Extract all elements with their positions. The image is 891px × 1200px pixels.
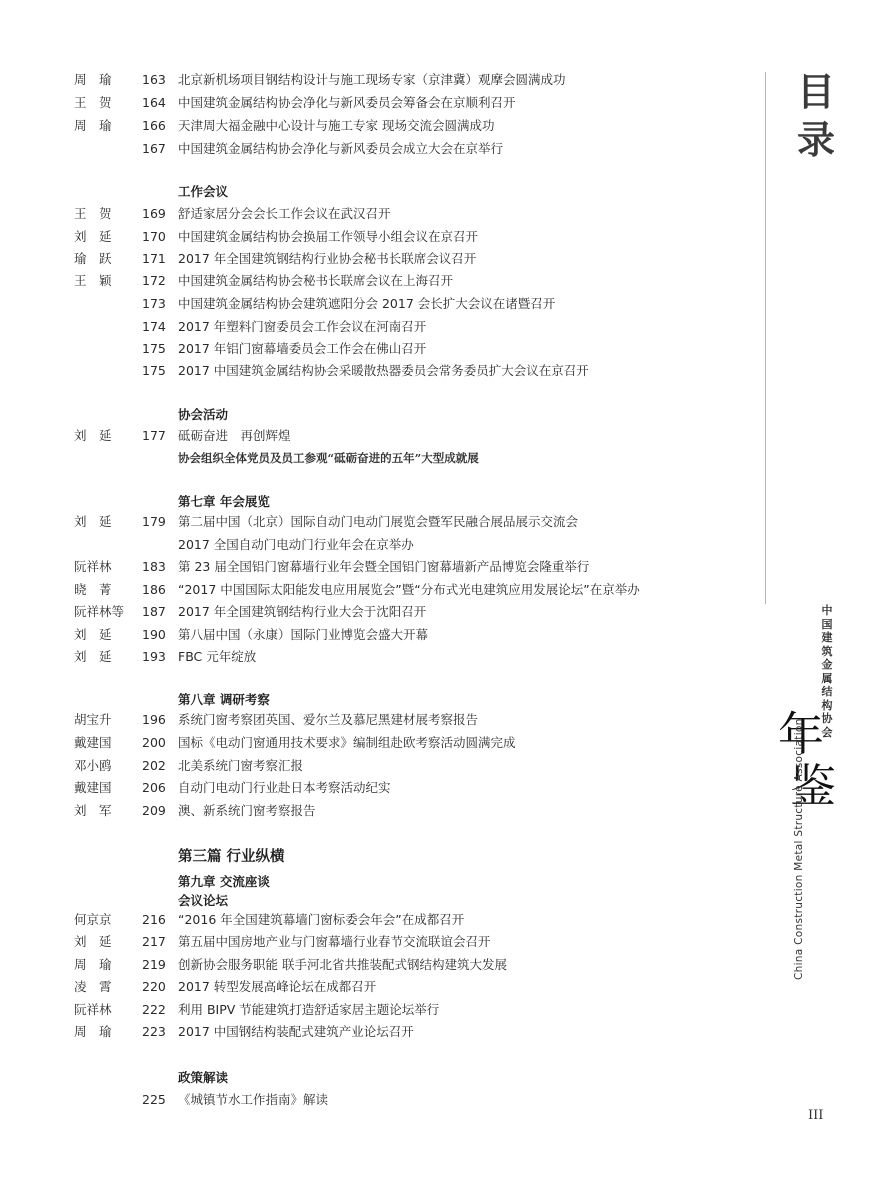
entry-author: 王 贺 (74, 206, 112, 221)
entry-page: 177 (142, 428, 166, 443)
assoc-char: 会 (821, 725, 833, 739)
yearbook-char: 年 (778, 707, 824, 761)
entry-title: “2016 年全国建筑幕墙门窗标委会年会”在成都召开 (178, 912, 465, 927)
entry-page: 220 (142, 979, 166, 994)
section-heading-activities: 协会活动 (178, 407, 229, 422)
entry-author: 王 颖 (74, 273, 112, 288)
entry-title: 2017 中国钢结构装配式建筑产业论坛召开 (178, 1024, 414, 1039)
entry-page: 219 (142, 957, 166, 972)
entry-author: 刘 延 (74, 514, 112, 529)
assoc-char: 建 (821, 631, 833, 644)
entry-page: 200 (142, 735, 166, 750)
entry-subtitle: 协会组织全体党员及员工参观“砥砺奋进的五年”大型成就展 (178, 451, 479, 465)
section-heading-work-meeting: 工作会议 (178, 184, 229, 199)
entry-page: 173 (142, 296, 166, 311)
title-char: 录 (796, 118, 835, 162)
association-english-name: China Construction Metal Structure Association (793, 718, 805, 980)
entry-title: 2017 年铝门窗幕墙委员会工作会在佛山召开 (178, 341, 427, 356)
entry-page: 223 (142, 1024, 166, 1039)
chapter-heading-8: 第八章 调研考察 (178, 692, 270, 707)
assoc-char: 金 (821, 658, 833, 671)
entry-page: 196 (142, 712, 166, 727)
entry-author: 阮祥林等 (74, 604, 125, 619)
entry-author: 戴建国 (74, 780, 112, 795)
entry-page: 225 (142, 1092, 166, 1107)
entry-title: 第五届中国房地产业与门窗幕墙行业春节交流联谊会召开 (178, 934, 491, 949)
entry-title: 国标《电动门窗通用技术要求》编制组赴欧考察活动圆满完成 (178, 735, 516, 750)
entry-page: 175 (142, 341, 166, 356)
entry-author: 周 瑜 (74, 72, 112, 87)
entry-page: 169 (142, 206, 166, 221)
entry-title: 2017 年塑料门窗委员会工作会议在河南召开 (178, 319, 427, 334)
entry-title: 北京新机场项目钢结构设计与施工现场专家（京津冀）观摩会圆满成功 (178, 72, 566, 87)
entry-title: FBC 元年绽放 (178, 649, 257, 664)
assoc-char: 协 (821, 712, 833, 725)
entry-author: 阮祥林 (74, 1002, 112, 1017)
entry-author: 何京京 (74, 912, 112, 927)
entry-page: 186 (142, 582, 166, 597)
entry-page: 206 (142, 780, 166, 795)
entry-author: 邓小鸥 (74, 758, 112, 773)
entry-page: 217 (142, 934, 166, 949)
entry-title: 利用 BIPV 节能建筑打造舒适家居主题论坛举行 (178, 1002, 440, 1017)
entry-title: 2017 转型发展高峰论坛在成都召开 (178, 979, 377, 994)
entry-page: 164 (142, 95, 166, 110)
entry-title: 中国建筑金属结构协会秘书长联席会议在上海召开 (178, 273, 454, 288)
entry-title: 2017 全国自动门电动门行业年会在京举办 (178, 537, 414, 552)
entry-page: 175 (142, 363, 166, 378)
assoc-char: 国 (821, 617, 833, 631)
entry-author: 刘 延 (74, 428, 112, 443)
entry-author: 戴建国 (74, 735, 112, 750)
entry-author: 刘 军 (74, 803, 112, 818)
entry-title: 北美系统门窗考察汇报 (178, 758, 304, 773)
entry-title: 砥砺奋进 再创辉煌 (178, 428, 291, 443)
entry-page: 209 (142, 803, 166, 818)
entry-author: 刘 延 (74, 627, 112, 642)
entry-page: 202 (142, 758, 166, 773)
entry-author: 阮祥林 (74, 559, 112, 574)
entry-page: 171 (142, 251, 166, 266)
part-heading-3: 第三篇 行业纵横 (178, 849, 285, 865)
entry-author: 瑜 跃 (74, 251, 112, 266)
page-title-contents (793, 68, 839, 164)
entry-page: 222 (142, 1002, 166, 1017)
entry-page: 163 (142, 72, 166, 87)
entry-title: 2017 中国建筑金属结构协会采暖散热器委员会常务委员扩大会议在京召开 (178, 363, 589, 378)
entry-page: 167 (142, 141, 166, 156)
entry-title: 《城镇节水工作指南》解读 (178, 1092, 329, 1107)
entry-author: 晓 菁 (74, 582, 112, 597)
yearbook-calligraphy (778, 708, 842, 812)
entry-title: 第八届中国（永康）国际门业博览会盛大开幕 (178, 627, 429, 642)
entry-page: 183 (142, 559, 166, 574)
entry-page: 172 (142, 273, 166, 288)
entry-title: 自动门电动门行业赴日本考察活动纪实 (178, 780, 391, 795)
entry-page: 190 (142, 627, 166, 642)
entry-title: 中国建筑金属结构协会净化与新风委员会成立大会在京举行 (178, 141, 504, 156)
entry-author: 刘 延 (74, 229, 112, 244)
entry-author: 周 瑜 (74, 118, 112, 133)
entry-author: 周 瑜 (74, 957, 112, 972)
entry-title: 系统门窗考察团英国、爱尔兰及慕尼黑建材展考察报告 (178, 712, 479, 727)
chapter-heading-9: 第九章 交流座谈 (178, 874, 270, 889)
entry-page: 216 (142, 912, 166, 927)
assoc-char: 结 (821, 685, 833, 698)
entry-title: 2017 年全国建筑钢结构行业协会秘书长联席会议召开 (178, 251, 477, 266)
entry-author: 王 贺 (74, 95, 112, 110)
title-char: 目 (796, 70, 835, 114)
yearbook-char: 鉴 (790, 759, 836, 813)
assoc-char: 中 (821, 604, 833, 617)
entry-author: 刘 延 (74, 649, 112, 664)
entry-title: 中国建筑金属结构协会建筑遮阳分会 2017 会长扩大会议在诸暨召开 (178, 296, 556, 311)
entry-title: “2017 中国国际太阳能发电应用展览会”暨“分布式光电建筑应用发展论坛”在京举办 (178, 582, 640, 597)
entry-title: 中国建筑金属结构协会净化与新风委员会筹备会在京顺利召开 (178, 95, 516, 110)
entry-author: 胡宝升 (74, 712, 112, 727)
entry-page: 166 (142, 118, 166, 133)
entry-author: 周 瑜 (74, 1024, 112, 1039)
entry-author: 刘 延 (74, 934, 112, 949)
section-heading-policy: 政策解读 (178, 1070, 229, 1085)
entry-title: 澳、新系统门窗考察报告 (178, 803, 316, 818)
page-number: III (808, 1108, 824, 1123)
entry-page: 174 (142, 319, 166, 334)
divider-line (765, 72, 766, 604)
entry-page: 193 (142, 649, 166, 664)
entry-title: 舒适家居分会会长工作会议在武汉召开 (178, 206, 391, 221)
section-heading-forum: 会议论坛 (178, 893, 229, 908)
entry-author: 凌 霄 (74, 979, 112, 994)
assoc-char: 构 (821, 698, 833, 712)
entry-page: 170 (142, 229, 166, 244)
entry-title: 第二届中国（北京）国际自动门电动门展览会暨军民融合展品展示交流会 (178, 514, 579, 529)
chapter-heading-7: 第七章 年会展览 (178, 494, 270, 509)
entry-page: 187 (142, 604, 166, 619)
assoc-char: 筑 (821, 644, 833, 658)
entry-title: 2017 年全国建筑钢结构行业大会于沈阳召开 (178, 604, 427, 619)
entry-page: 179 (142, 514, 166, 529)
entry-title: 第 23 届全国铝门窗幕墙行业年会暨全国铝门窗幕墙新产品博览会隆重举行 (178, 559, 590, 574)
assoc-char: 属 (821, 671, 833, 685)
entry-title: 创新协会服务职能 联手河北省共推装配式钢结构建筑大发展 (178, 957, 507, 972)
entry-title: 中国建筑金属结构协会换届工作领导小组会议在京召开 (178, 229, 479, 244)
entry-title: 天津周大福金融中心设计与施工专家 现场交流会圆满成功 (178, 118, 495, 133)
